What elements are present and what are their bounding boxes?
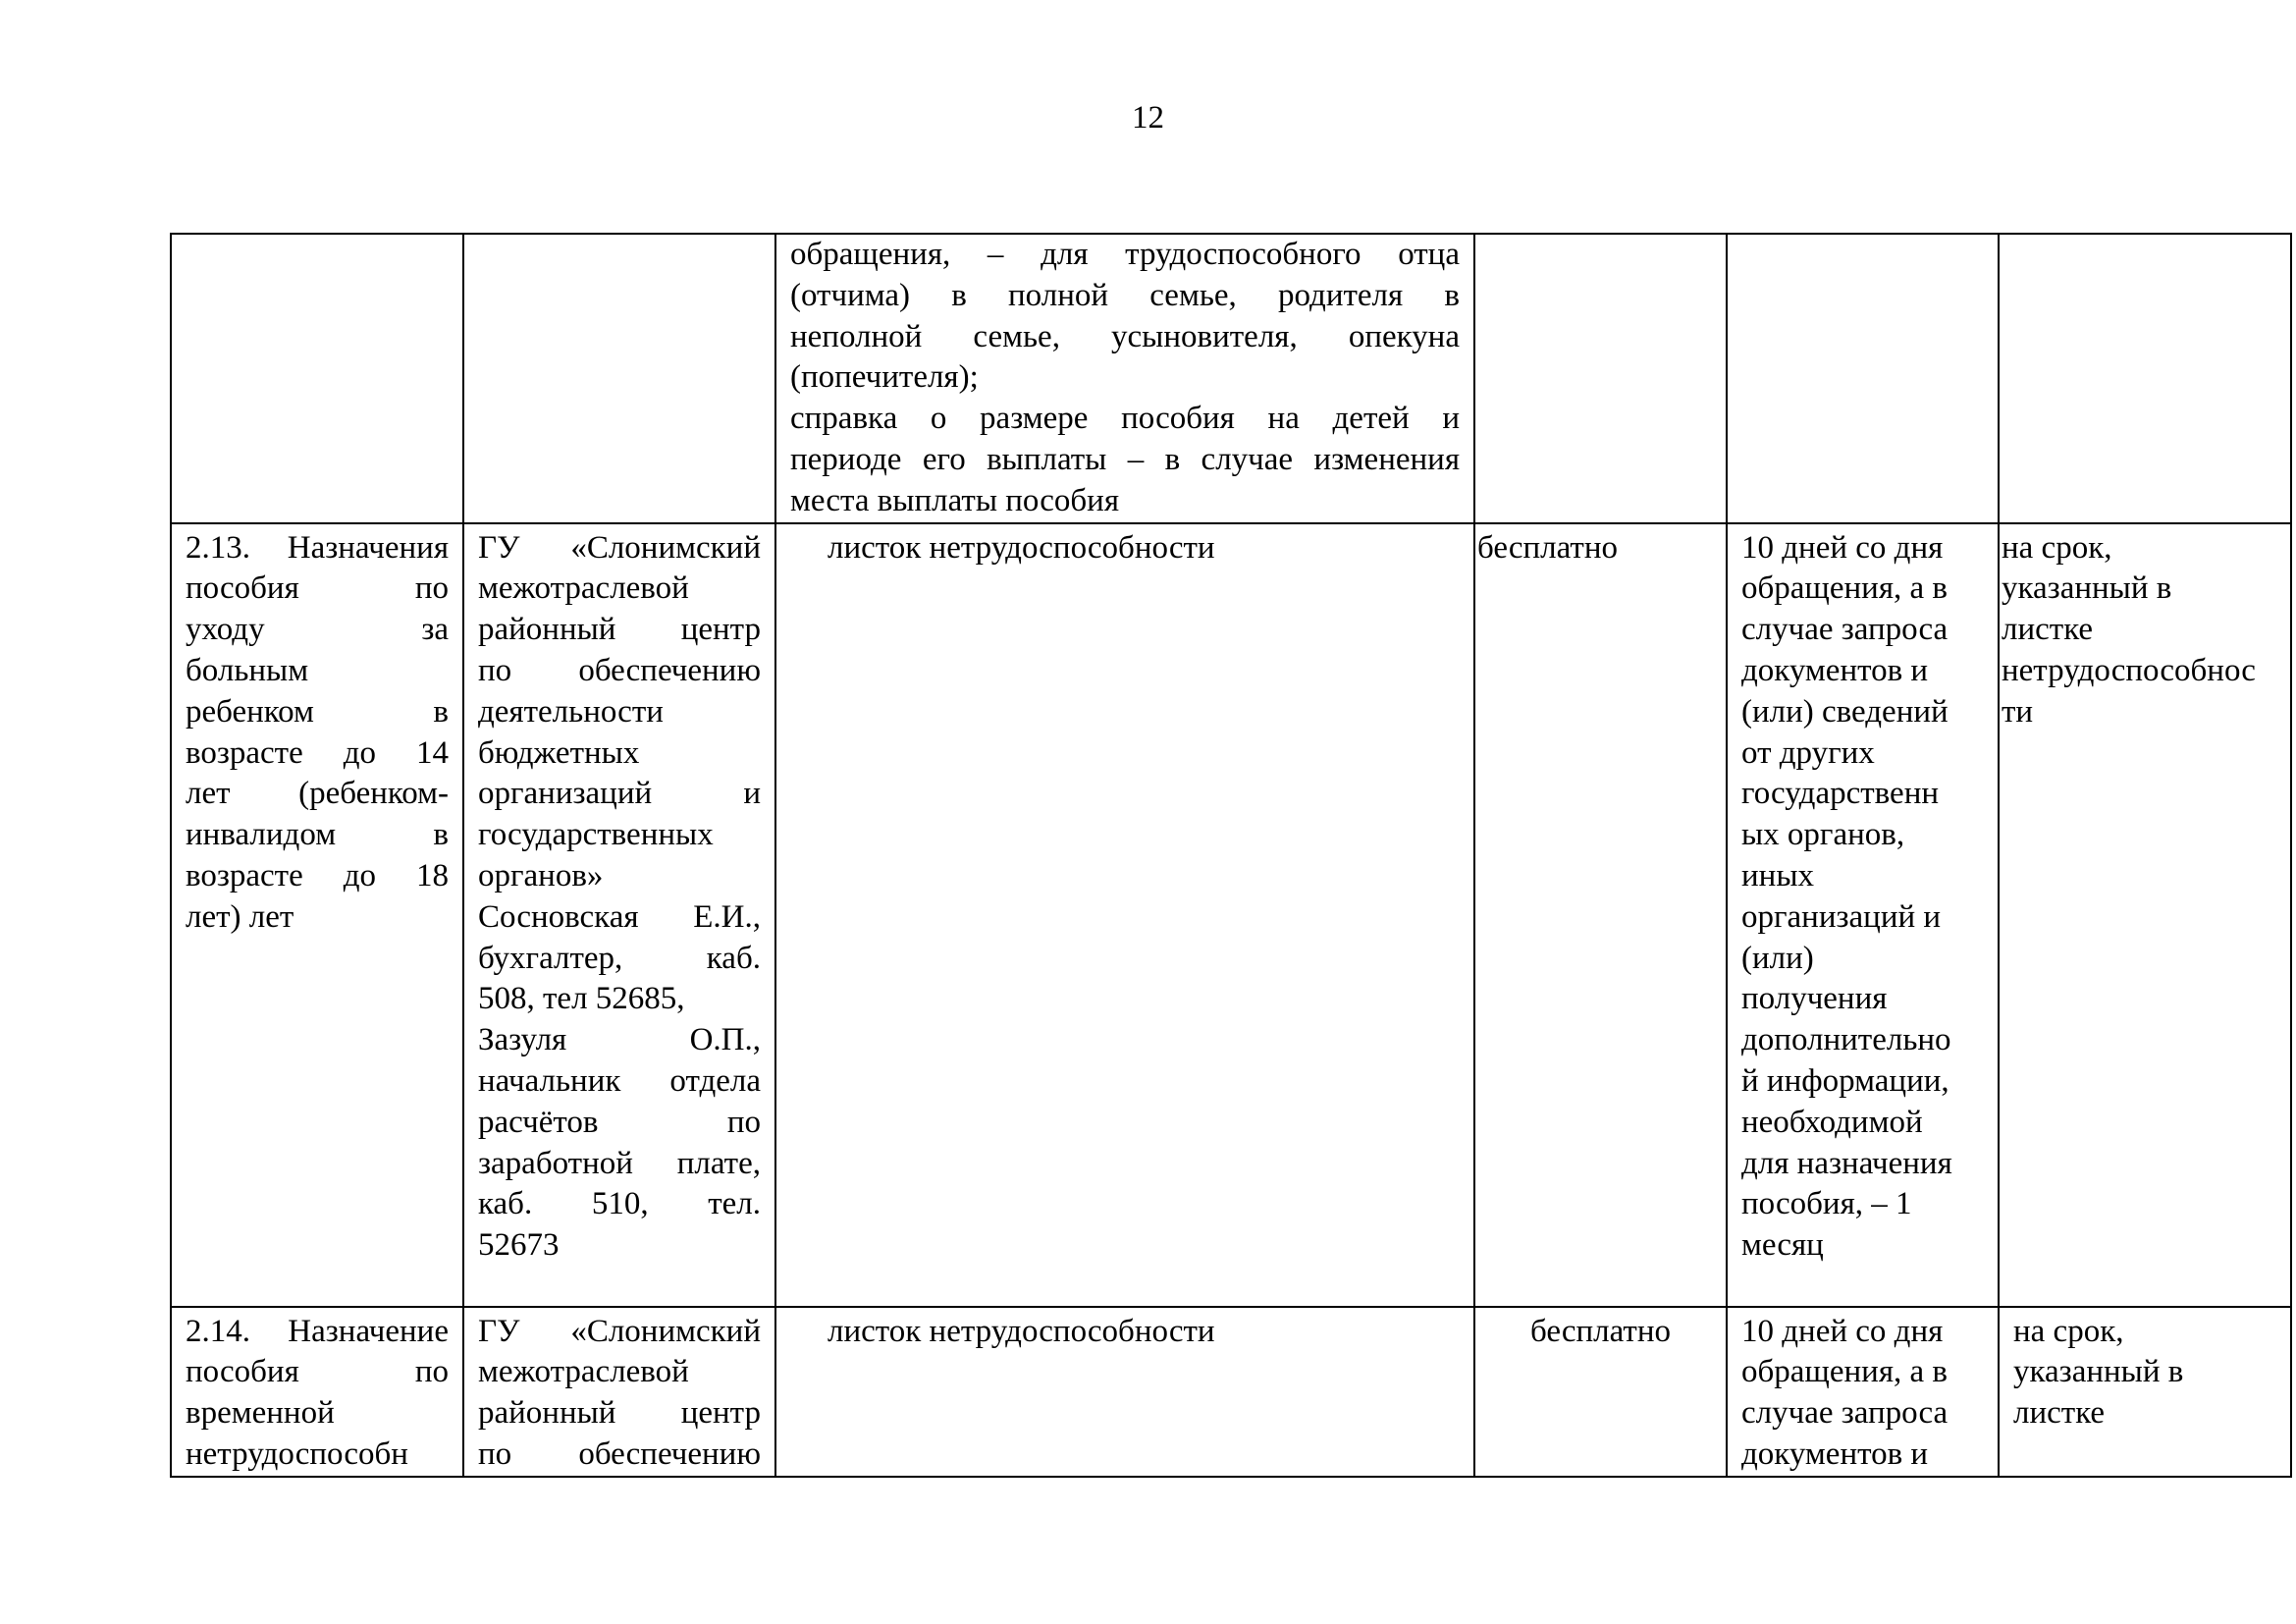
- cell-text-line: районный центр: [478, 612, 761, 648]
- cell-text-line: (или): [1741, 940, 1814, 976]
- cell-text-line: лет) лет: [186, 898, 294, 935]
- cell-text-line: 2.14. Назначение: [186, 1313, 449, 1349]
- cell-text-line: документов и: [1741, 652, 1929, 688]
- cell-text-line: (или) сведений: [1741, 693, 1949, 730]
- cell-term: [1727, 234, 1999, 523]
- cell-text-line: районный центр: [478, 1395, 761, 1432]
- cell-validity: [1999, 1307, 2291, 1477]
- table-row-2-14: [171, 1307, 2291, 1477]
- cell-documents: [775, 234, 1474, 523]
- cell-text-line: месяц: [1741, 1227, 1824, 1264]
- cell-text-line: ГУ «Слонимский: [478, 529, 761, 566]
- cell-text-line: листке: [2013, 1395, 2106, 1432]
- cell-text-line: необходимой: [1741, 1104, 1923, 1140]
- cell-text-line: документов и: [1741, 1435, 1929, 1472]
- cell-validity: [1999, 234, 2291, 523]
- cell-text-line: ти: [2002, 693, 2034, 730]
- cell-text-line: указанный в: [2013, 1354, 2184, 1390]
- cell-documents: [775, 1307, 1474, 1477]
- cell-text-line: справка о размере пособия на детей и: [790, 401, 1460, 437]
- cell-fee: бесплатно: [1474, 1307, 1727, 1477]
- cell-text-line: организаций и: [478, 776, 761, 812]
- cell-text-line: нетрудоспособнос: [2002, 652, 2256, 688]
- cell-fee: бесплатно: [1474, 523, 1727, 1307]
- cell-text-line: ых органов,: [1741, 817, 1905, 853]
- cell-service-name: [171, 1307, 463, 1477]
- cell-text-line: по обеспечению: [478, 652, 761, 688]
- cell-text-line: межотраслевой: [478, 1354, 689, 1390]
- cell-text-line: на срок,: [2013, 1313, 2124, 1349]
- cell-text-line: заработной плате,: [478, 1145, 761, 1181]
- cell-text-line: нетрудоспособн: [186, 1435, 408, 1472]
- cell-text-line: 508, тел 52685,: [478, 981, 685, 1017]
- cell-validity: [1999, 523, 2291, 1307]
- cell-text-line: расчётов по: [478, 1104, 761, 1140]
- cell-text-line: дополнительно: [1741, 1022, 1951, 1058]
- cell-text-line: по обеспечению: [478, 1435, 761, 1472]
- cell-text-line: ребенком в: [186, 693, 449, 730]
- cell-text-line: места выплаты пособия: [790, 482, 1119, 518]
- cell-text-line: организаций и: [1741, 898, 1942, 935]
- cell-text-line: иных: [1741, 857, 1814, 893]
- cell-text-line: возрасте до 18: [186, 857, 449, 893]
- cell-text-line: бюджетных: [478, 734, 640, 771]
- cell-text-line: уходу за: [186, 612, 449, 648]
- cell-text-line: листке: [2002, 612, 2094, 648]
- cell-text-line: органов»: [478, 857, 604, 893]
- cell-text-line: обращения, а в: [1741, 1354, 1948, 1390]
- cell-text-line: й информации,: [1741, 1062, 1949, 1099]
- cell-text-line: пособия, – 1: [1741, 1186, 1912, 1222]
- cell-responsible: [463, 1307, 775, 1477]
- cell-fee: [1474, 234, 1727, 523]
- cell-text-line: деятельности: [478, 693, 664, 730]
- cell-text-line: (отчима) в полной семье, родителя в: [790, 277, 1460, 313]
- cell-text-line: государственных: [478, 817, 714, 853]
- cell-text-line: случае запроса: [1741, 612, 1949, 648]
- cell-text-line: листок нетрудоспособности: [828, 529, 1215, 566]
- cell-text-line: обращения, а в: [1741, 570, 1948, 607]
- cell-text-line: указанный в: [2002, 570, 2172, 607]
- cell-text-line: больным: [186, 652, 309, 688]
- table-row-2-13: [171, 523, 2291, 1307]
- cell-text-line: пособия по: [186, 570, 449, 607]
- cell-text-line: Зазуля О.П.,: [478, 1022, 761, 1058]
- cell-text-line: каб. 510, тел.: [478, 1186, 761, 1222]
- cell-text-line: 10 дней со дня: [1741, 1313, 1944, 1349]
- cell-text-line: 52673: [478, 1227, 560, 1264]
- cell-text-line: неполной семье, усыновителя, опекуна: [790, 318, 1460, 354]
- cell-text-line: 10 дней со дня: [1741, 529, 1944, 566]
- cell-text-line: для назначения: [1741, 1145, 1952, 1181]
- cell-text-line: (попечителя);: [790, 359, 979, 396]
- cell-text-line: возрасте до 14: [186, 734, 449, 771]
- table-row-continued: [171, 234, 2291, 523]
- cell-term: [1727, 523, 1999, 1307]
- cell-documents: [775, 523, 1474, 1307]
- page-number: 12: [1132, 100, 1164, 135]
- cell-text-line: от других: [1741, 734, 1875, 771]
- cell-text-line: на срок,: [2002, 529, 2112, 566]
- cell-text-line: государственн: [1741, 776, 1940, 812]
- cell-responsible: [463, 523, 775, 1307]
- cell-service-name: [171, 523, 463, 1307]
- cell-responsible: [463, 234, 775, 523]
- cell-text-line: Сосновская Е.И.,: [478, 898, 761, 935]
- cell-text-line: межотраслевой: [478, 570, 689, 607]
- cell-text-line: листок нетрудоспособности: [828, 1313, 1215, 1349]
- cell-text-line: пособия по: [186, 1354, 449, 1390]
- cell-text-line: временной: [186, 1395, 335, 1432]
- cell-text-line: случае запроса: [1741, 1395, 1949, 1432]
- cell-text-line: ГУ «Слонимский: [478, 1313, 761, 1349]
- cell-text-line: получения: [1741, 981, 1888, 1017]
- cell-service-name: [171, 234, 463, 523]
- cell-text-line: обращения, – для трудоспособного отца: [790, 237, 1460, 272]
- cell-text-line: периоде его выплаты – в случае изменения: [790, 441, 1460, 477]
- services-table: [170, 233, 2292, 1478]
- cell-text-line: инвалидом в: [186, 817, 449, 853]
- cell-term: [1727, 1307, 1999, 1477]
- cell-text-line: лет (ребенком-: [186, 776, 449, 812]
- cell-text-line: начальник отдела: [478, 1062, 761, 1099]
- cell-text-line: бухгалтер, каб.: [478, 940, 761, 976]
- cell-text-line: 2.13. Назначения: [186, 529, 449, 566]
